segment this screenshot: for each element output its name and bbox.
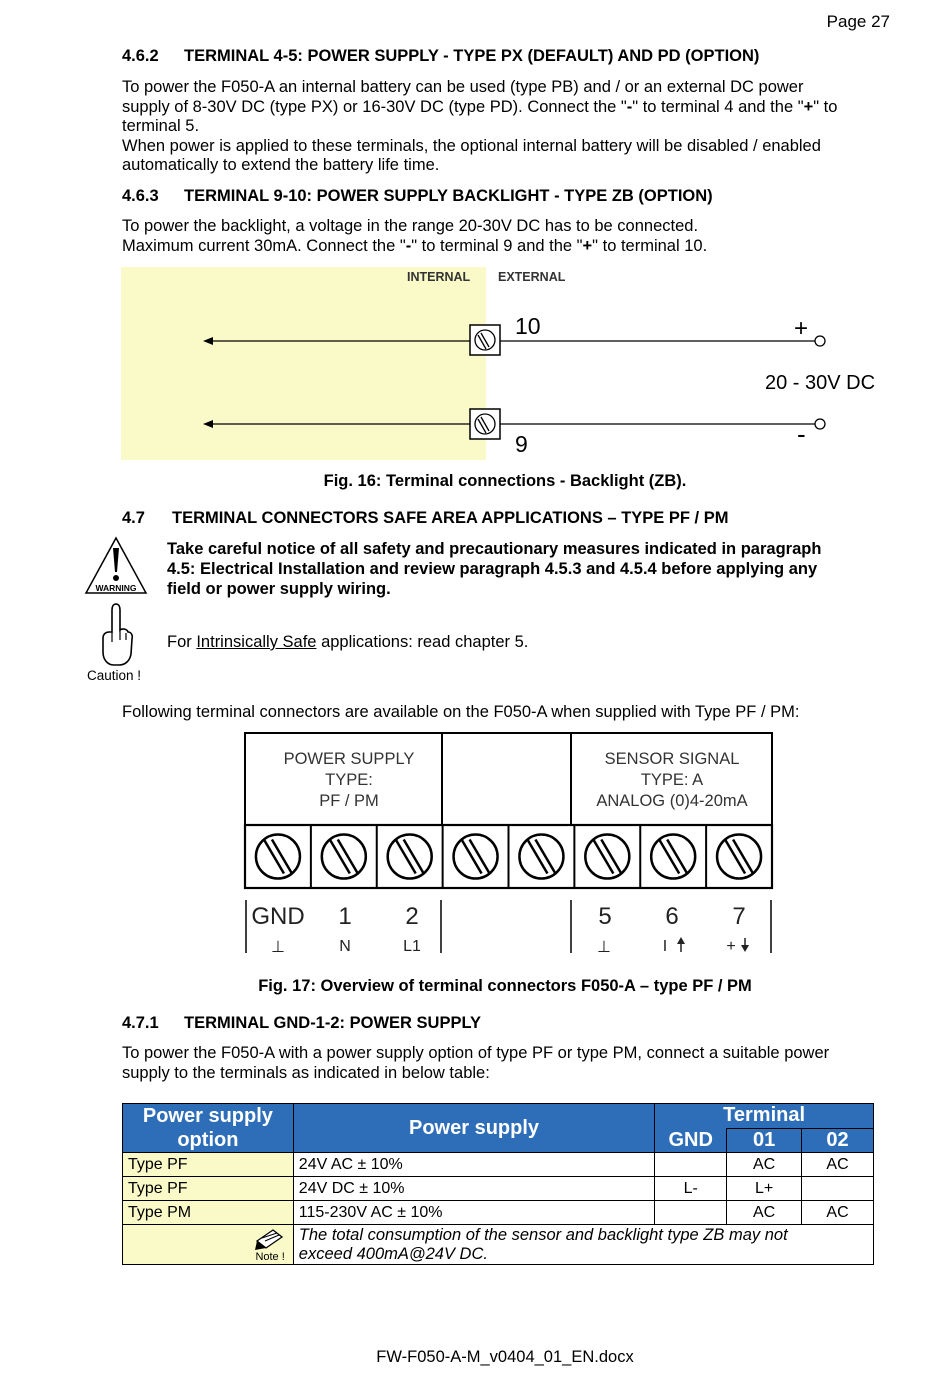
terminal-plus-connector-icon <box>815 336 825 346</box>
figure-16-caption: Fig. 16: Terminal connections - Backlight (ZB). <box>323 472 687 490</box>
pointing-hand-icon <box>100 602 134 668</box>
terminal-connector-overview-diagram <box>0 728 950 958</box>
terminal-minus-connector-icon <box>815 419 825 429</box>
option-cell: Type PF <box>123 1153 294 1177</box>
ground-symbol: ⊥ <box>271 939 285 956</box>
header-02: 02 <box>802 1128 874 1153</box>
text-line: supply of 8-30V DC (type PX) or 16-30V DC (type PD). Connect the "-" to terminal 4 and the "+" to <box>122 97 838 116</box>
terminal-01-cell: AC <box>727 1201 802 1225</box>
ground-symbol: ⊥ <box>597 939 611 956</box>
svg-text:TYPE:: TYPE: <box>325 771 373 789</box>
pencil-note-icon <box>253 1227 287 1251</box>
screw-terminal-9-icon <box>470 409 500 439</box>
internal-label: INTERNAL <box>407 270 471 284</box>
text-line: Maximum current 30mA. Connect the "-" to terminal 9 and the "+" to terminal 10. <box>122 236 708 255</box>
svg-text:SENSOR SIGNAL: SENSOR SIGNAL <box>604 750 740 768</box>
current-label: I <box>662 938 668 955</box>
svg-text:POWER SUPPLY: POWER SUPPLY <box>283 750 415 768</box>
page-number: Page 27 <box>826 12 890 31</box>
text-line: field or power supply wiring. <box>167 580 391 598</box>
plus-sign: + <box>794 315 809 342</box>
gnd-cell: L- <box>655 1177 727 1201</box>
internal-area <box>121 267 486 460</box>
minus-sign: - <box>797 419 806 449</box>
text-line: supply to the terminals as indicated in below table: <box>122 1063 490 1082</box>
header-power-supply: Power supply <box>293 1104 654 1153</box>
terminal-label-5: 5 <box>598 903 612 930</box>
connectors-intro: Following terminal connectors are available on the F050-A when supplied with Type PF / PM: <box>122 703 800 721</box>
line-label: L1 <box>403 938 421 955</box>
section-title: TERMINAL 4-5: POWER SUPPLY - TYPE PX (DEFAULT) AND PD (OPTION) <box>184 47 760 65</box>
section-heading-4-7 <box>122 509 728 528</box>
terminal-label-gnd: GND <box>251 903 305 930</box>
svg-text:ANALOG (0)4-20mA: ANALOG (0)4-20mA <box>596 792 748 810</box>
terminal-label-2: 2 <box>405 903 419 930</box>
arrow-up-icon <box>677 937 685 952</box>
section-title: TERMINAL CONNECTORS SAFE AREA APPLICATIONS – TYPE PF / PM <box>172 509 729 527</box>
terminal-02-cell: AC <box>802 1153 874 1177</box>
footer-filename: FW-F050-A-M_v0404_01_EN.docx <box>376 1348 634 1366</box>
section-heading-4-7-1 <box>122 1014 481 1033</box>
header-terminal: Terminal <box>655 1104 874 1129</box>
section-number: 4.7.1 <box>122 1014 159 1032</box>
table-row <box>123 1177 874 1201</box>
paragraph-4-6-2 <box>122 78 837 176</box>
text-line: terminal 5. <box>122 117 200 136</box>
terminal-label-6: 6 <box>665 903 679 930</box>
plus-label: + <box>726 938 736 955</box>
text-line: The total consumption of the sensor and backlight type ZB may not <box>298 1225 788 1244</box>
text-line: automatically to extend the battery life time. <box>122 156 440 175</box>
terminal-01-cell: AC <box>727 1153 802 1177</box>
warning-label: WARNING <box>95 583 137 593</box>
terminal-01-cell: L+ <box>727 1177 802 1201</box>
text-line: To power the F050-A an internal battery can be used (type PB) and / or an external DC power <box>122 78 804 96</box>
terminal-02-cell: AC <box>802 1201 874 1225</box>
caution-text: For Intrinsically Safe applications: read chapter 5. <box>167 633 529 651</box>
backlight-wiring-diagram <box>0 260 950 465</box>
section-title: TERMINAL 9-10: POWER SUPPLY BACKLIGHT - TYPE ZB (OPTION) <box>184 187 713 205</box>
section-number: 4.6.3 <box>122 187 159 205</box>
external-label: EXTERNAL <box>498 270 566 284</box>
gnd-cell <box>655 1201 727 1225</box>
section-heading-4-6-3 <box>122 187 713 206</box>
warning-text <box>167 539 867 599</box>
terminal-02-cell <box>802 1177 874 1201</box>
supply-cell: 115-230V AC ± 10% <box>293 1201 654 1225</box>
text-line: 4.5: Electrical Installation and review paragraph 4.5.3 and 4.5.4 before applying any <box>167 560 818 578</box>
svg-text:PF / PM: PF / PM <box>319 792 379 810</box>
terminal-label-1: 1 <box>338 903 352 930</box>
note-text <box>293 1225 873 1265</box>
option-cell: Type PM <box>123 1201 294 1225</box>
arrow-down-icon <box>741 938 749 952</box>
gnd-cell <box>655 1153 727 1177</box>
section-number: 4.7 <box>122 509 145 527</box>
header-gnd: GND <box>655 1128 727 1153</box>
neutral-label: N <box>339 938 351 955</box>
supply-cell: 24V DC ± 10% <box>293 1177 654 1201</box>
figure-17-caption: Fig. 17: Overview of terminal connectors F050-A – type PF / PM <box>258 977 752 995</box>
option-cell: Type PF <box>123 1177 294 1201</box>
text-line: Take careful notice of all safety and precautionary measures indicated in paragraph <box>167 540 822 558</box>
terminal-label-7: 7 <box>732 903 746 930</box>
table-row <box>123 1201 874 1225</box>
text-line: To power the backlight, a voltage in the range 20-30V DC has to be connected. <box>122 217 699 235</box>
table-row <box>123 1153 874 1177</box>
power-supply-table <box>122 1103 874 1265</box>
screw-terminal-icon <box>256 835 300 879</box>
intrinsically-safe-link[interactable]: Intrinsically Safe <box>196 633 317 651</box>
text-line: exceed 400mA@24V DC. <box>298 1244 488 1263</box>
paragraph-4-7-1 <box>122 1044 829 1083</box>
screw-terminal-10-icon <box>470 325 500 355</box>
section-number: 4.6.2 <box>122 47 159 65</box>
supply-cell: 24V AC ± 10% <box>293 1153 654 1177</box>
header-power-supply-option: Power supply option <box>123 1104 294 1153</box>
text-line: When power is applied to these terminals, the optional internal battery will be disabled / enabled <box>122 136 821 155</box>
section-title: TERMINAL GND-1-2: POWER SUPPLY <box>184 1014 482 1032</box>
terminal-9-label: 9 <box>515 431 528 457</box>
svg-text:TYPE: A: TYPE: A <box>640 771 704 789</box>
caution-label: Caution ! <box>87 668 142 683</box>
text-line: To power the F050-A with a power supply option of type PF or type PM, connect a suitable power <box>122 1044 830 1062</box>
header-01: 01 <box>727 1128 802 1153</box>
warning-triangle-icon <box>84 536 148 596</box>
note-label: Note ! <box>255 1251 285 1263</box>
terminal-10-label: 10 <box>515 313 541 339</box>
paragraph-4-6-3 <box>122 217 707 256</box>
section-heading-4-6-2 <box>122 47 759 66</box>
voltage-label: 20 - 30V DC <box>765 372 876 394</box>
note-icon-cell <box>123 1225 294 1265</box>
table-note-row <box>123 1225 874 1265</box>
